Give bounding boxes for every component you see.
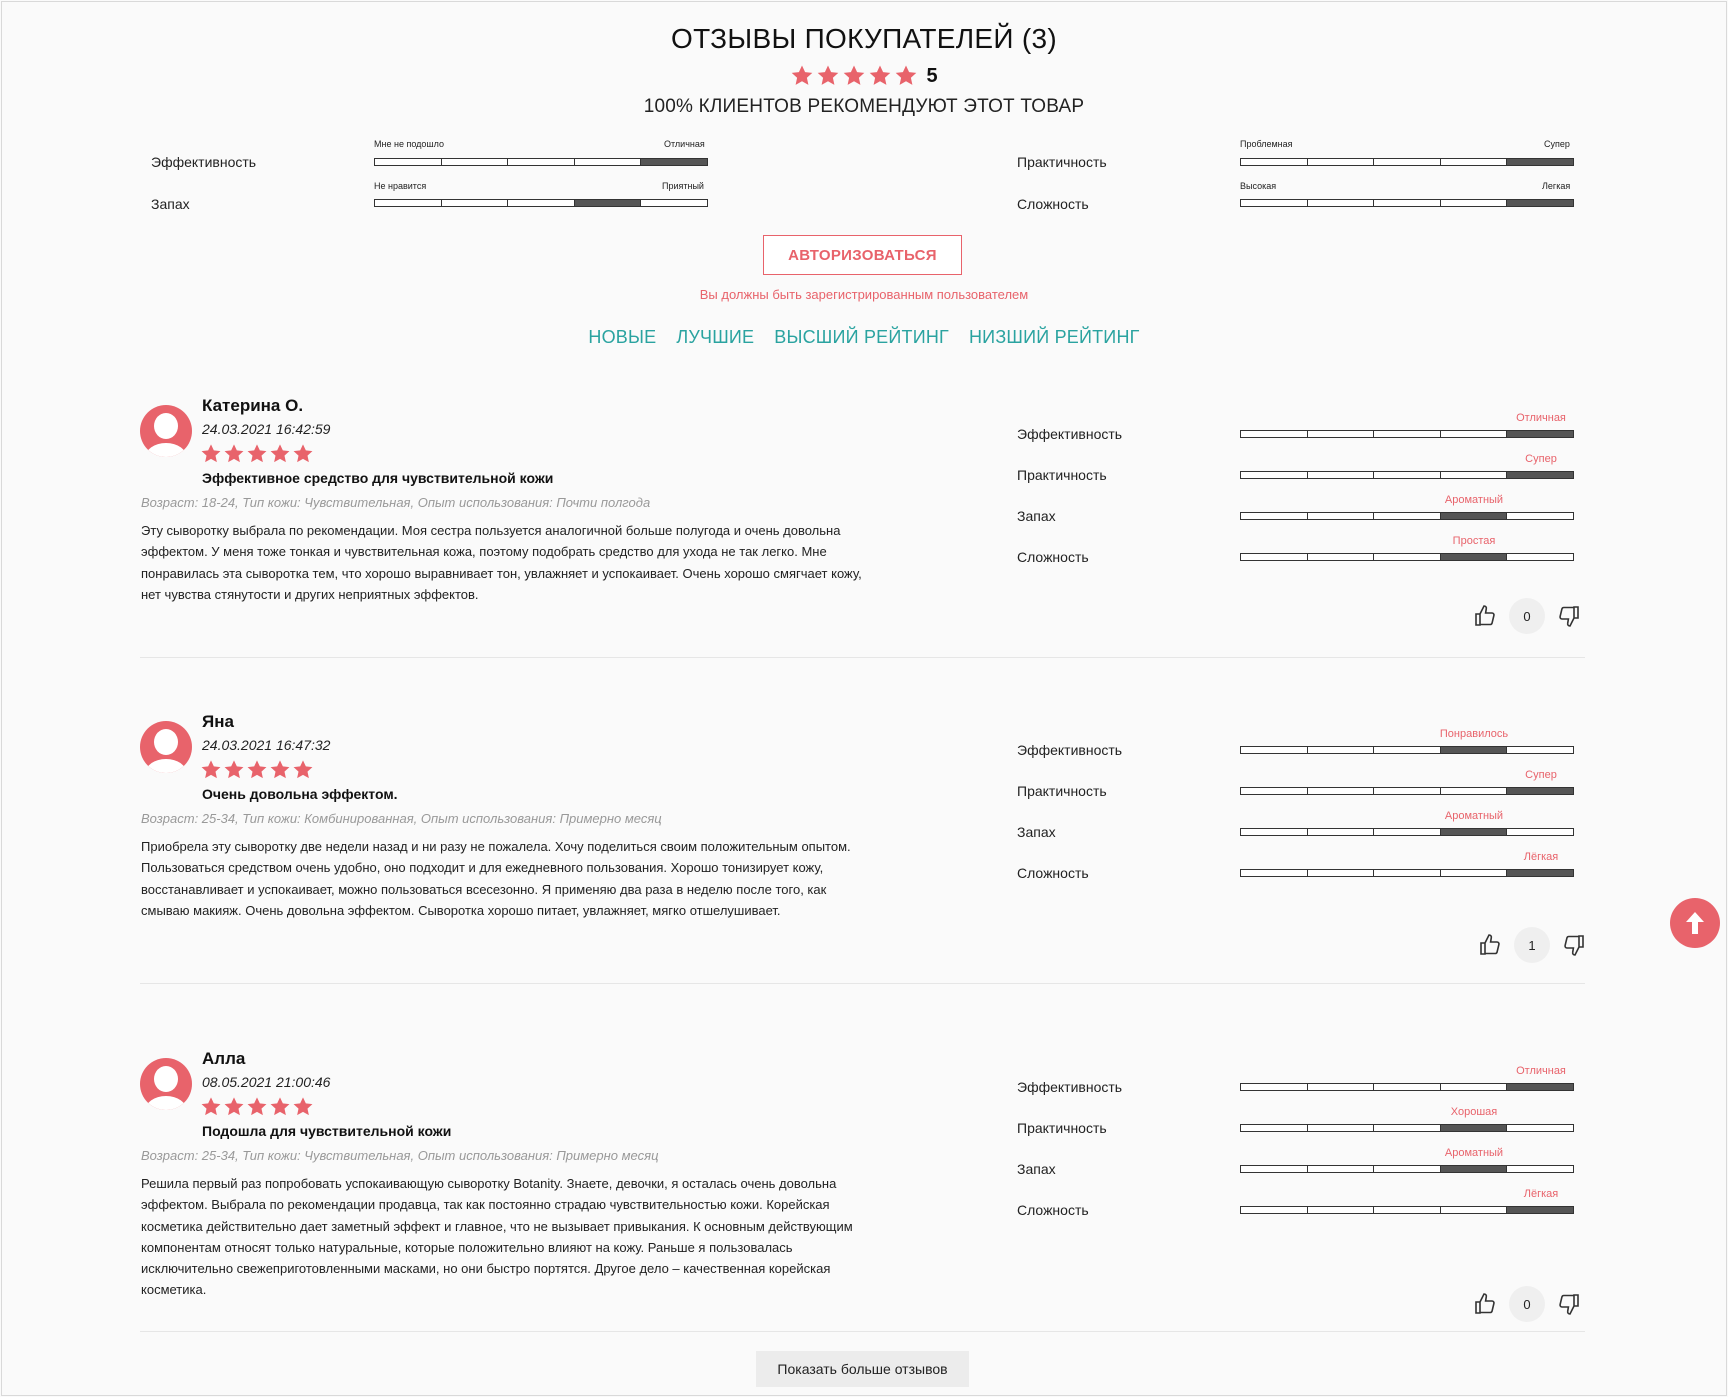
scale-segment bbox=[375, 200, 442, 206]
scale-segment bbox=[1507, 200, 1573, 206]
star-icon bbox=[223, 443, 245, 465]
scale-segment bbox=[1507, 788, 1573, 794]
star-icon bbox=[269, 443, 291, 465]
scale-segment bbox=[1507, 159, 1573, 165]
scale-segment bbox=[1241, 431, 1308, 437]
login-button[interactable]: АВТОРИЗОВАТЬСЯ bbox=[763, 235, 962, 275]
scale-segment bbox=[1308, 513, 1375, 519]
show-more-reviews-button[interactable]: Показать больше отзывов bbox=[756, 1351, 969, 1387]
review-date: 08.05.2021 21:00:46 bbox=[202, 1074, 331, 1090]
scale-segment bbox=[1241, 1166, 1308, 1172]
review-attr-scale bbox=[1240, 471, 1574, 479]
review-attr-scale bbox=[1240, 512, 1574, 520]
star-icon bbox=[246, 759, 268, 781]
review-attr-value: Отличная bbox=[1516, 1065, 1566, 1077]
scale-segment bbox=[1241, 747, 1308, 753]
review-attr-value: Отличная bbox=[1516, 412, 1566, 424]
user-avatar-icon bbox=[140, 405, 192, 457]
review-attr-value: Ароматный bbox=[1444, 494, 1504, 506]
scale-segment bbox=[1374, 200, 1441, 206]
review-attr-scale bbox=[1240, 787, 1574, 795]
scale-segment bbox=[575, 200, 642, 206]
review-attr-label: Практичность bbox=[1017, 783, 1107, 799]
scroll-top-button[interactable] bbox=[1670, 898, 1720, 948]
review-attr-label: Эффективность bbox=[1017, 742, 1123, 758]
scale-segment bbox=[1441, 472, 1508, 478]
review-votes bbox=[1473, 598, 1581, 634]
recommend-text: 100% КЛИЕНТОВ РЕКОМЕНДУЮТ ЭТОТ ТОВАР bbox=[643, 96, 1085, 117]
scale-segment bbox=[1507, 1084, 1573, 1090]
scale-segment bbox=[1507, 554, 1573, 560]
scale-segment bbox=[1441, 200, 1508, 206]
review-stars bbox=[200, 1096, 314, 1118]
scale-segment bbox=[1241, 1084, 1308, 1090]
reviews-header bbox=[0, 0, 1728, 118]
scale-segment bbox=[1241, 1125, 1308, 1131]
review-item bbox=[140, 396, 1585, 705]
scale-segment bbox=[1507, 870, 1573, 876]
scale-segment bbox=[1374, 1084, 1441, 1090]
summary-label-practicality: Практичность bbox=[1017, 154, 1107, 170]
scale-segment bbox=[1308, 829, 1375, 835]
summary-max-complexity: Легкая bbox=[1542, 181, 1571, 191]
scale-segment bbox=[1374, 159, 1441, 165]
star-icon bbox=[200, 1096, 222, 1118]
scale-segment bbox=[1241, 472, 1308, 478]
review-title: Очень довольна эффектом. bbox=[202, 786, 398, 802]
scale-segment bbox=[1374, 554, 1441, 560]
vote-count: 0 bbox=[1509, 1286, 1545, 1322]
scale-segment bbox=[1507, 829, 1573, 835]
review-item bbox=[140, 1049, 1585, 1358]
star-icon bbox=[200, 443, 222, 465]
avatar-body bbox=[145, 443, 187, 457]
reviewer-name: Катерина О. bbox=[202, 396, 304, 415]
review-attr-value: Понравилось bbox=[1439, 728, 1509, 740]
summary-scale-efficiency bbox=[374, 158, 708, 166]
scale-segment bbox=[1441, 159, 1508, 165]
star-icon bbox=[292, 759, 314, 781]
avatar-head bbox=[154, 1066, 178, 1092]
summary-max-practicality: Супер bbox=[1544, 139, 1570, 149]
review-attr-scale bbox=[1240, 1124, 1574, 1132]
review-attr-label: Практичность bbox=[1017, 467, 1107, 483]
avatar-head bbox=[154, 729, 178, 755]
star-icon bbox=[292, 1096, 314, 1118]
summary-scale-practicality bbox=[1240, 158, 1574, 166]
auth-note: Вы должны быть зарегистрированным пользователем bbox=[699, 287, 1029, 302]
scale-segment bbox=[1374, 870, 1441, 876]
scale-segment bbox=[1441, 747, 1508, 753]
review-attr-scale bbox=[1240, 430, 1574, 438]
summary-min-efficiency: Мне не подошло bbox=[374, 139, 444, 149]
star-icon bbox=[223, 1096, 245, 1118]
review-attr-label: Запах bbox=[1017, 508, 1056, 524]
review-attr-value: Ароматный bbox=[1444, 1147, 1504, 1159]
sort-best[interactable]: ЛУЧШИЕ bbox=[676, 327, 755, 347]
scale-segment bbox=[1241, 200, 1308, 206]
star-icon bbox=[200, 759, 222, 781]
scale-segment bbox=[1308, 1125, 1375, 1131]
review-item bbox=[140, 712, 1585, 1021]
review-text: Решила первый раз попробовать успокаивающую сыворотку Botanity. Знаете, девочки, я осталась очень довольна эффектом. Выбрала по рекомендации продавца, так как постоянно страдаю чувствительностью кожи. Корейская косметика действительно дает заметный эффект и главное, что не вызывает привыкания. К основным действующим компонентам относят только натуральные, которые положительно влияют на кожу. Раньше я пользовалась исключительно свежеприготовленными масками, но они быстро портятся. Другое дело – качественная корейская косметика. bbox=[141, 1176, 853, 1298]
scale-segment bbox=[1441, 1125, 1508, 1131]
thumbs-down-icon[interactable] bbox=[1557, 1292, 1581, 1316]
scale-segment bbox=[442, 159, 509, 165]
star-icon bbox=[223, 759, 245, 781]
review-divider bbox=[140, 1331, 1585, 1332]
scale-segment bbox=[1241, 788, 1308, 794]
scale-segment bbox=[1374, 1125, 1441, 1131]
review-date: 24.03.2021 16:42:59 bbox=[202, 421, 331, 437]
scale-segment bbox=[1374, 472, 1441, 478]
scale-segment bbox=[1507, 1207, 1573, 1213]
scale-segment bbox=[1241, 159, 1308, 165]
star-icon bbox=[868, 64, 892, 88]
sort-newest[interactable]: НОВЫЕ bbox=[588, 327, 657, 347]
scale-segment bbox=[508, 159, 575, 165]
scale-segment bbox=[1441, 1166, 1508, 1172]
scale-segment bbox=[1374, 513, 1441, 519]
scale-segment bbox=[1374, 1166, 1441, 1172]
user-avatar-icon bbox=[140, 721, 192, 773]
scale-segment bbox=[1308, 747, 1375, 753]
scale-segment bbox=[1308, 1084, 1375, 1090]
avatar-head bbox=[154, 413, 178, 439]
review-title: Эффективное средство для чувствительной кожи bbox=[202, 470, 554, 486]
vote-count: 1 bbox=[1514, 927, 1550, 963]
review-text: Эту сыворотку выбрала по рекомендации. Моя сестра пользуется аналогичной больше полугода и очень довольна эффектом. У меня тоже тонкая и чувствительная кожа, поэтому подобрать средство для ухода не так легко. Мне понравилась эта сыворотка тем, что хорошо выравнивает тон, увлажняет и успокаивает. Очень хорошо смягчает кожу, нет чувства стянутости и других неприятных эффектов. bbox=[141, 523, 862, 602]
average-stars bbox=[790, 64, 918, 88]
scale-segment bbox=[1441, 1207, 1508, 1213]
scale-segment bbox=[1507, 747, 1573, 753]
scale-segment bbox=[1441, 554, 1508, 560]
thumbs-up-icon[interactable] bbox=[1473, 1292, 1497, 1316]
review-date: 24.03.2021 16:47:32 bbox=[202, 737, 331, 753]
scale-segment bbox=[1507, 1125, 1573, 1131]
scale-segment bbox=[1308, 788, 1375, 794]
scale-segment bbox=[1374, 431, 1441, 437]
summary-scale-smell bbox=[374, 199, 708, 207]
thumbs-up-icon[interactable] bbox=[1473, 604, 1497, 628]
scale-segment bbox=[1308, 431, 1375, 437]
review-title: Подошла для чувствительной кожи bbox=[202, 1123, 452, 1139]
review-attr-label: Эффективность bbox=[1017, 426, 1123, 442]
scale-segment bbox=[1441, 829, 1508, 835]
reviewer-name: Яна bbox=[202, 712, 234, 731]
summary-min-complexity: Высокая bbox=[1240, 181, 1277, 191]
scale-segment bbox=[1308, 200, 1375, 206]
review-votes bbox=[1478, 927, 1586, 963]
star-icon bbox=[269, 759, 291, 781]
scale-segment bbox=[1241, 829, 1308, 835]
review-attr-scale bbox=[1240, 1165, 1574, 1173]
review-meta: Возраст: 25-34, Тип кожи: Комбинированная, Опыт использования: Примерно месяц bbox=[141, 811, 662, 826]
scale-segment bbox=[1241, 870, 1308, 876]
scale-segment bbox=[1441, 788, 1508, 794]
scale-segment bbox=[1241, 554, 1308, 560]
scale-segment bbox=[1241, 1207, 1308, 1213]
average-rating bbox=[0, 64, 1728, 88]
scale-segment bbox=[1507, 472, 1573, 478]
reviewer-name: Алла bbox=[202, 1049, 246, 1068]
scale-segment bbox=[1308, 870, 1375, 876]
review-attr-scale bbox=[1240, 553, 1574, 561]
thumbs-down-icon[interactable] bbox=[1562, 933, 1586, 957]
scale-segment bbox=[1374, 829, 1441, 835]
star-icon bbox=[292, 443, 314, 465]
summary-scale-complexity bbox=[1240, 199, 1574, 207]
review-stars bbox=[200, 443, 314, 465]
scale-segment bbox=[1507, 431, 1573, 437]
sort-highest-rating[interactable]: ВЫСШИЙ РЕЙТИНГ bbox=[774, 327, 949, 347]
review-attr-label: Сложность bbox=[1017, 865, 1089, 881]
scale-segment bbox=[1374, 747, 1441, 753]
scale-segment bbox=[641, 200, 707, 206]
scale-segment bbox=[508, 200, 575, 206]
star-icon bbox=[269, 1096, 291, 1118]
star-icon bbox=[842, 64, 866, 88]
review-attr-value: Хорошая bbox=[1450, 1106, 1498, 1118]
review-attr-label: Эффективность bbox=[1017, 1079, 1123, 1095]
summary-min-smell: Не нравится bbox=[374, 181, 427, 191]
thumbs-down-icon[interactable] bbox=[1557, 604, 1581, 628]
scale-segment bbox=[375, 159, 442, 165]
review-attr-value: Супер bbox=[1525, 453, 1557, 465]
reviews-title: ОТЗЫВЫ ПОКУПАТЕЛЕЙ (3) bbox=[671, 23, 1057, 54]
review-text: Приобрела эту сыворотку две недели назад и ни разу не пожалела. Хочу поделиться своим положительным опытом. Пользоваться средством очень удобно, оно подходит и для ежедневного пользования. Хорошо тонизирует кожу, восстанавливает и успокаивает, можно пользоваться всесезонно. Я применяю два раза в неделю после того, как смываю макияж. Очень довольна эффектом. Сыворотка хорошо питает, увлажняет, мягко отшелушивает. bbox=[141, 839, 851, 918]
scale-segment bbox=[1507, 513, 1573, 519]
review-stars bbox=[200, 759, 314, 781]
scale-segment bbox=[1507, 1166, 1573, 1172]
review-attr-scale bbox=[1240, 1083, 1574, 1091]
scale-segment bbox=[442, 200, 509, 206]
arrow-up-icon bbox=[1684, 910, 1706, 936]
scale-segment bbox=[1374, 1207, 1441, 1213]
star-icon bbox=[246, 443, 268, 465]
review-divider bbox=[140, 657, 1585, 658]
scale-segment bbox=[1241, 513, 1308, 519]
summary-label-complexity: Сложность bbox=[1017, 196, 1089, 212]
scale-segment bbox=[1308, 159, 1375, 165]
sort-lowest-rating[interactable]: НИЗШИЙ РЕЙТИНГ bbox=[968, 327, 1140, 347]
review-meta: Возраст: 18-24, Тип кожи: Чувствительная, Опыт использования: Почти полгода bbox=[141, 495, 651, 510]
review-attr-scale bbox=[1240, 828, 1574, 836]
scale-segment bbox=[1308, 554, 1375, 560]
review-attr-scale bbox=[1240, 746, 1574, 754]
sort-tabs bbox=[0, 327, 1728, 348]
vote-count: 0 bbox=[1509, 598, 1545, 634]
star-icon bbox=[894, 64, 918, 88]
review-attr-value: Простая bbox=[1452, 535, 1496, 547]
review-attr-label: Практичность bbox=[1017, 1120, 1107, 1136]
scale-segment bbox=[1308, 1207, 1375, 1213]
scale-segment bbox=[1374, 788, 1441, 794]
review-attr-value: Лёгкая bbox=[1523, 851, 1559, 863]
avatar-body bbox=[145, 759, 187, 773]
star-icon bbox=[816, 64, 840, 88]
summary-max-smell: Приятный bbox=[662, 181, 704, 191]
summary-max-efficiency: Отличная bbox=[664, 139, 705, 149]
scale-segment bbox=[1441, 513, 1508, 519]
review-divider bbox=[140, 983, 1585, 984]
scale-segment bbox=[1308, 1166, 1375, 1172]
scale-segment bbox=[1441, 870, 1508, 876]
review-meta: Возраст: 25-34, Тип кожи: Чувствительная, Опыт использования: Примерно месяц bbox=[141, 1148, 659, 1163]
scale-segment bbox=[1441, 1084, 1508, 1090]
user-avatar-icon bbox=[140, 1058, 192, 1110]
thumbs-up-icon[interactable] bbox=[1478, 933, 1502, 957]
review-attr-scale bbox=[1240, 1206, 1574, 1214]
summary-label-smell: Запах bbox=[151, 196, 190, 212]
review-attr-value: Ароматный bbox=[1444, 810, 1504, 822]
scale-segment bbox=[1441, 431, 1508, 437]
summary-min-practicality: Проблемная bbox=[1240, 139, 1293, 149]
scale-segment bbox=[641, 159, 707, 165]
average-rating-value: 5 bbox=[926, 64, 938, 87]
review-votes bbox=[1473, 1286, 1581, 1322]
star-icon bbox=[790, 64, 814, 88]
review-attr-label: Запах bbox=[1017, 1161, 1056, 1177]
review-attr-value: Лёгкая bbox=[1523, 1188, 1559, 1200]
review-attr-label: Сложность bbox=[1017, 549, 1089, 565]
scale-segment bbox=[575, 159, 642, 165]
scale-segment bbox=[1308, 472, 1375, 478]
review-attr-value: Супер bbox=[1525, 769, 1557, 781]
star-icon bbox=[246, 1096, 268, 1118]
avatar-body bbox=[145, 1096, 187, 1110]
summary-label-efficiency: Эффективность bbox=[151, 154, 257, 170]
review-attr-label: Запах bbox=[1017, 824, 1056, 840]
review-attr-scale bbox=[1240, 869, 1574, 877]
review-attr-label: Сложность bbox=[1017, 1202, 1089, 1218]
